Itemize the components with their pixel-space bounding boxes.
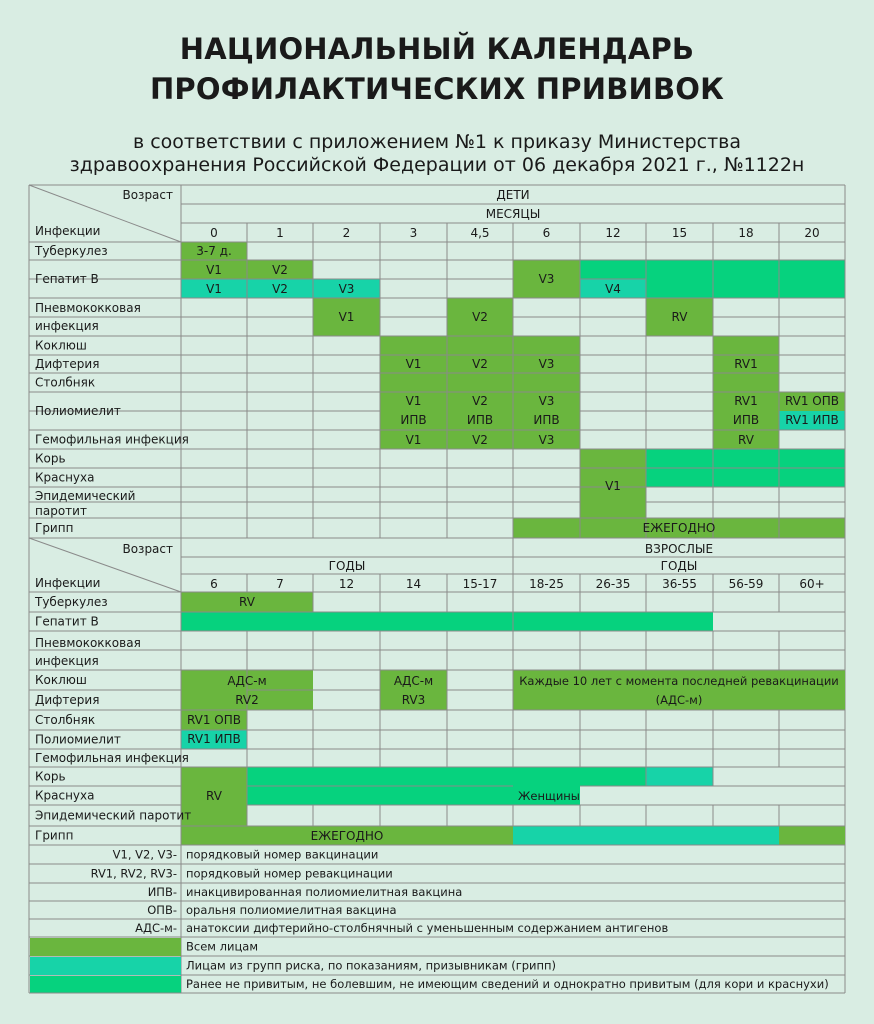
- year-column-header: 36-55: [662, 577, 697, 591]
- cell-text: V3: [538, 357, 555, 371]
- legend-term: АДС-м-: [135, 921, 177, 935]
- months-label: МЕСЯЦЫ: [485, 207, 541, 221]
- age-label: Возраст: [122, 188, 173, 202]
- cell-text: RV: [239, 595, 255, 609]
- cell-text: RV1 ИПВ: [187, 732, 241, 746]
- legend-description: порядковый номер ревакцинации: [186, 866, 393, 881]
- infection-label: Коклюш: [35, 338, 87, 353]
- infection-label: Эпидемический паротит: [35, 808, 192, 823]
- cell-text: V2: [272, 263, 288, 277]
- cell-text: RV2: [235, 693, 259, 707]
- infections-label-years: Инфекции: [35, 576, 101, 590]
- cell-text: V1: [405, 357, 422, 371]
- cell-text: V1: [206, 263, 222, 277]
- infection-label: Столбняк: [35, 713, 96, 727]
- infection-label: Корь: [35, 451, 66, 466]
- cell-text: Каждые 10 лет с момента последней ревакцинации: [519, 674, 839, 688]
- month-column-header: 12: [605, 226, 621, 240]
- month-column-header: 15: [671, 226, 688, 240]
- infection-label: Туберкулез: [35, 244, 108, 258]
- cell-text: RV1: [734, 394, 758, 408]
- legend-term: ИПВ-: [147, 885, 177, 899]
- years-label-adults: ГОДЫ: [660, 559, 698, 573]
- infection-label: Полиомиелит: [35, 404, 121, 418]
- fill-mmr-adults: [513, 767, 646, 786]
- title-line-2: ПРОФИЛАКТИЧЕСКИХ ПРИВИВОК: [149, 72, 725, 106]
- infection-label: Полиомиелит: [35, 732, 121, 747]
- legend-color-swatch: [30, 976, 181, 993]
- infection-label: Гемофильная инфекция: [35, 432, 189, 447]
- cell-text: RV3: [401, 693, 426, 707]
- legend-description: оральня полиомиелитная вакцина: [186, 903, 397, 917]
- year-column-header: 18-25: [529, 577, 564, 591]
- infection-label: Дифтерия: [35, 357, 100, 371]
- legend-term: RV1, RV2, RV3-: [90, 866, 177, 881]
- cell-text: V3: [338, 282, 355, 296]
- age-label-years: Возраст: [122, 542, 173, 556]
- fill-flu-60: [779, 826, 845, 845]
- infection-label: Грипп: [35, 521, 74, 535]
- legend-term: ОПВ-: [147, 903, 177, 917]
- legend-color-description: Ранее не привитым, не болевшим, не имеющим сведений и однократно привитым (для кори и краснухи): [186, 977, 829, 991]
- infection-label: Гепатит В: [35, 614, 99, 629]
- cell-text: ЕЖЕГОДНО: [642, 521, 716, 535]
- legend-term: V1, V2, V3-: [112, 847, 177, 862]
- cell-text: V2: [472, 433, 488, 447]
- children-label: ДЕТИ: [496, 188, 530, 202]
- month-column-header: 4,5: [470, 226, 490, 240]
- infection-label: Грипп: [35, 828, 74, 843]
- infection-label: инфекция: [35, 654, 99, 668]
- infection-label: Эпидемический: [35, 489, 136, 503]
- infection-label: Дифтерия: [35, 693, 100, 707]
- month-column-header: 0: [210, 226, 218, 240]
- infection-label: Гепатит В: [35, 272, 99, 286]
- fill-mmr-risk: [646, 767, 713, 786]
- year-column-header: 26-35: [595, 577, 631, 591]
- year-column-header: 6: [210, 577, 218, 591]
- infection-label: Столбняк: [35, 375, 96, 390]
- title-line-1: НАЦИОНАЛЬНЫЙ КАЛЕНДАРЬ: [179, 32, 695, 66]
- cell-text: (АДС-м): [655, 693, 703, 707]
- cell-text: V2: [472, 394, 488, 408]
- cell-text: V1: [338, 310, 355, 324]
- cell-text: RV: [206, 789, 222, 803]
- year-column-header: 15-17: [462, 577, 498, 591]
- year-column-header: 7: [276, 577, 284, 591]
- cell-text: V1: [405, 433, 422, 447]
- cell-text: RV1 ИПВ: [785, 413, 839, 427]
- year-column-header: 56-59: [728, 577, 764, 591]
- legend-color-swatch: [30, 938, 181, 956]
- year-column-header: 14: [405, 577, 422, 591]
- infections-label: Инфекции: [35, 224, 101, 238]
- fill-hepb-12: [580, 260, 646, 279]
- infection-label: Корь: [35, 769, 66, 784]
- year-column-header: 12: [338, 577, 355, 591]
- year-column-header: 60+: [799, 577, 825, 591]
- fill-hepb-catchup: [646, 260, 845, 298]
- cell-text: 3-7 д.: [196, 244, 232, 258]
- legend-color-swatch: [30, 957, 181, 975]
- cell-text: АДС-м: [227, 674, 267, 688]
- cell-text: V1: [605, 479, 621, 493]
- cell-text: RV: [738, 433, 754, 447]
- cell-text: АДС-м: [393, 674, 434, 688]
- cell-text: V3: [538, 272, 555, 286]
- cell-text: RV1: [734, 357, 758, 371]
- cell-text: RV1 ОПВ: [186, 713, 242, 727]
- month-column-header: 6: [542, 226, 551, 240]
- cell-text: ИПВ: [466, 413, 494, 427]
- subtitle-line-2: здравоохранения Российской Федерации от 06 декабря 2021 г., №1122н: [69, 154, 805, 176]
- cell-text: ИПВ: [400, 413, 427, 427]
- legend-color-description: Всем лицам: [186, 939, 258, 954]
- month-column-header: 2: [342, 226, 351, 240]
- legend-description: инакцивированная полиомиелитная вакцина: [186, 885, 463, 899]
- month-column-header: 3: [409, 226, 418, 240]
- infection-label: Гемофильная инфекция: [35, 751, 189, 765]
- cell-text: V2: [472, 357, 488, 371]
- cell-text: RV1 ОПВ: [784, 394, 840, 408]
- month-column-header: 1: [276, 226, 284, 240]
- adults-label: ВЗРОСЛЫЕ: [644, 542, 714, 556]
- month-column-header: 20: [804, 226, 820, 240]
- infection-label: Коклюш: [35, 673, 87, 687]
- infection-label: паротит: [35, 504, 87, 518]
- month-column-header: 18: [738, 226, 754, 240]
- years-label-children: ГОДЫ: [328, 559, 366, 573]
- legend-color-description: Лицам из групп риска, по показаниям, призывникам (грипп): [186, 958, 557, 973]
- cell-text: V1: [206, 282, 222, 296]
- infection-label: Пневмококковая: [35, 301, 141, 315]
- cell-text: V3: [538, 433, 555, 447]
- infection-label: Краснуха: [35, 788, 95, 803]
- cell-text: V3: [538, 394, 555, 408]
- infection-label: инфекция: [35, 319, 99, 333]
- infection-label: Пневмококковая: [35, 636, 141, 650]
- cell-text: V2: [472, 310, 488, 324]
- cell-text: ИПВ: [732, 413, 760, 427]
- legend-description: анатоксии дифтерийно-столбнячный с уменьшенным содержанием антигенов: [186, 921, 669, 935]
- cell-text: V4: [605, 282, 621, 296]
- infection-label: Туберкулез: [35, 595, 108, 609]
- fill-hepb-years: [181, 612, 713, 631]
- legend-description: порядковый номер вакцинации: [186, 847, 379, 862]
- subtitle-line-1: в соответствии с приложением №1 к приказу Министерства: [133, 131, 741, 153]
- infection-label: Краснуха: [35, 470, 95, 485]
- cell-text: RV: [671, 310, 688, 324]
- cell-text: V1: [405, 394, 422, 408]
- fill-flu-risk: [513, 826, 779, 845]
- cell-text: V2: [272, 282, 288, 296]
- cell-text: ИПВ: [533, 413, 560, 427]
- cell-text: ЕЖЕГОДНО: [310, 829, 384, 843]
- cell-text: Женщины: [518, 789, 580, 803]
